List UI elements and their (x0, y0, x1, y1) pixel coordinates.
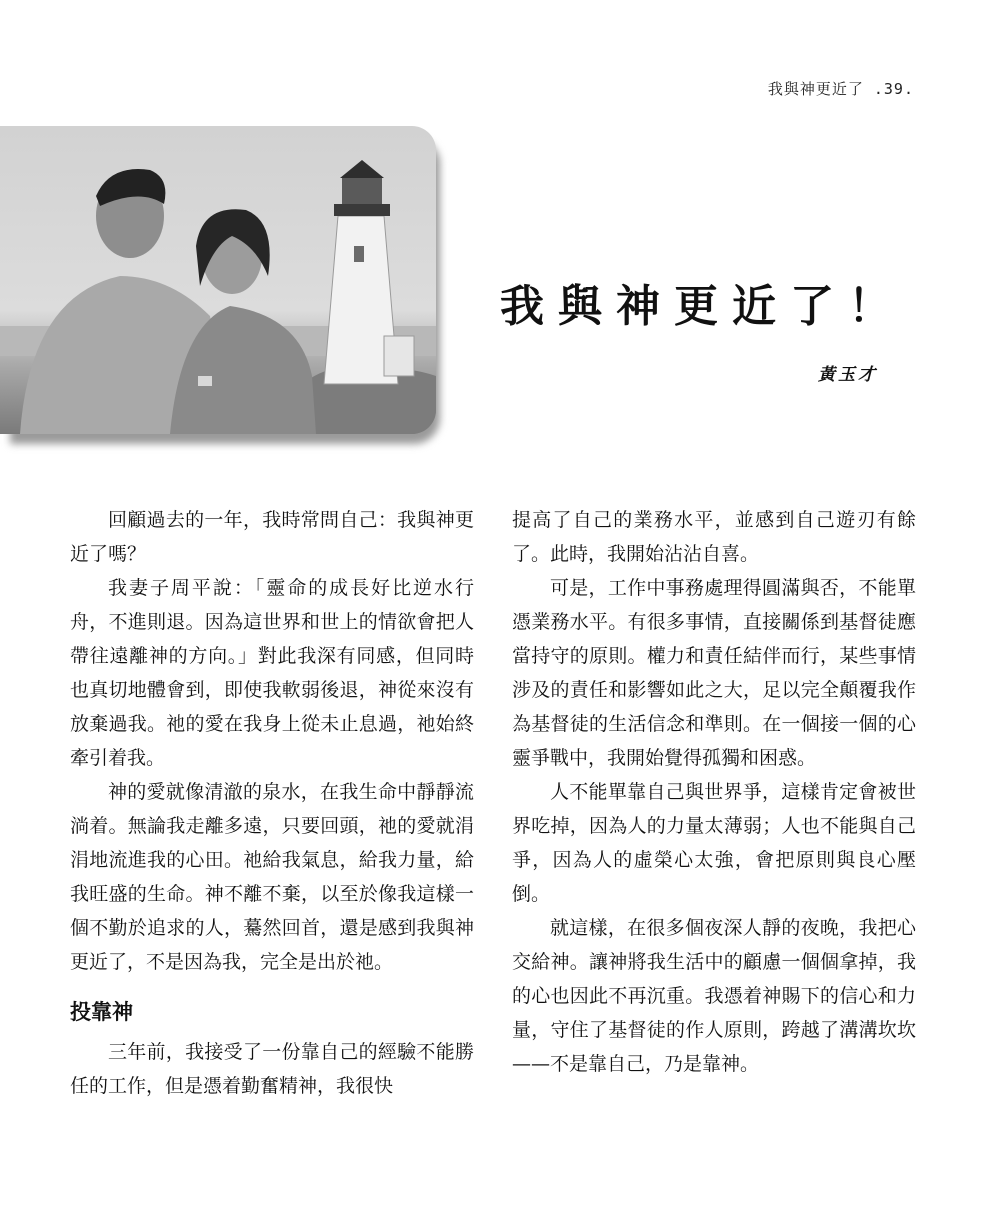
paragraph: 就這樣，在很多個夜深人靜的夜晚，我把心交給神。讓神將我生活中的顧慮一個個拿掉，我的心也因此不再沉重。我憑着神賜下的信心和力量，守住了基督徒的作人原則，跨越了溝溝坎坎——不是靠自己，乃是靠神。 (512, 917, 916, 1075)
paragraph: 我妻子周平說：「靈命的成長好比逆水行舟，不進則退。因為這世界和世上的情欲會把人帶往遠離神的方向。」對此我深有同感，但同時也真切地體會到，即使我軟弱後退，神從來沒有放棄過我。祂的愛在我身上從未止息過，祂始終牽引着我。 (70, 577, 474, 769)
lighthouse-hut (384, 336, 414, 376)
lighthouse-window (354, 246, 364, 262)
lighthouse-gallery (334, 204, 390, 216)
paragraph: 回顧過去的一年，我時常問自己：我與神更近了嗎？ (70, 509, 474, 565)
couple-lighthouse-photo (0, 126, 436, 434)
wristwatch (198, 376, 212, 386)
paragraph: 可是，工作中事務處理得圓滿與否，不能單憑業務水平。有很多事情，直接關係到基督徒應當持守的原則。權力和責任結伴而行，某些事情涉及的責任和影響如此之大，足以完全顛覆我作為基督徒的生活信念和準則。在一個接一個的心靈爭戰中，我開始覺得孤獨和困惑。 (512, 577, 916, 769)
article-title: 我與神更近了！ (500, 281, 906, 332)
right-column (512, 503, 916, 1081)
paragraph-continuation: 提高了自己的業務水平，並感到自己遊刃有餘了。此時，我開始沾沾自喜。 (512, 509, 916, 565)
running-header: 我與神更近了 .39. (767, 80, 914, 98)
section-heading: 投靠神 (70, 1000, 133, 1024)
article-author: 黃玉才 (818, 365, 878, 385)
photo-illustration (0, 126, 436, 434)
paragraph: 神的愛就像清澈的泉水，在我生命中靜靜流淌着。無論我走離多遠，只要回頭，祂的愛就涓涓地流進我的心田。祂給我氣息，給我力量，給我旺盛的生命。神不離不棄，以至於像我這樣一個不勤於追求的人，驀然回首，還是感到我與神更近了，不是因為我，完全是出於祂。 (70, 781, 474, 973)
paragraph: 三年前，我接受了一份靠自己的經驗不能勝任的工作，但是憑着勤奮精神，我很快 (70, 1041, 474, 1097)
paragraph: 人不能單靠自己與世界爭，這樣肯定會被世界吃掉，因為人的力量太薄弱；人也不能與自己爭，因為人的虛榮心太強，會把原則與良心壓倒。 (512, 781, 916, 905)
photo-frame (0, 126, 442, 444)
left-column (70, 503, 474, 1103)
lighthouse-lantern (342, 178, 382, 204)
lighthouse-roof (340, 160, 384, 178)
